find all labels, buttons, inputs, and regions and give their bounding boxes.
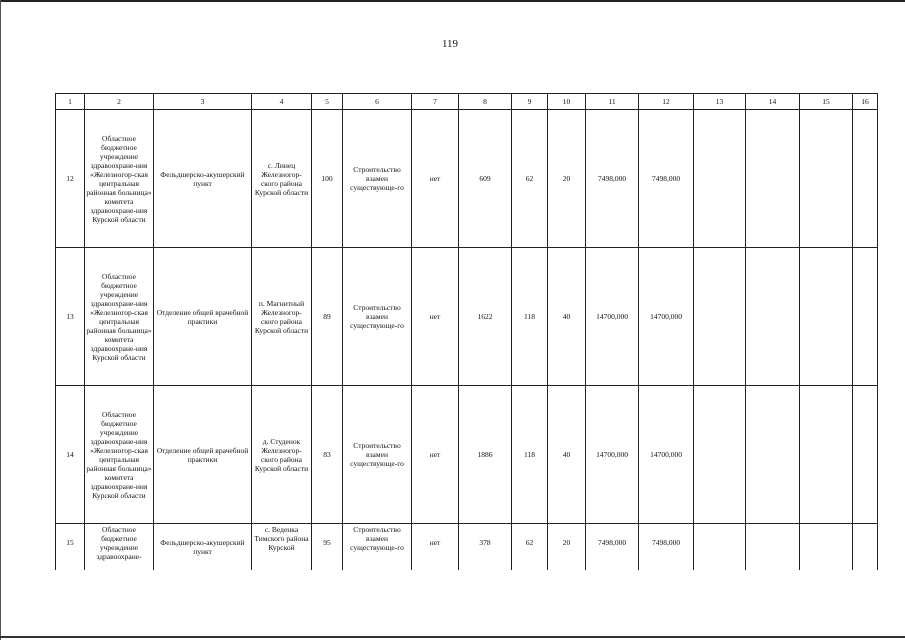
empty-cell bbox=[853, 110, 878, 248]
table-row bbox=[56, 248, 878, 386]
empty-cell bbox=[800, 248, 853, 386]
page-number: 119 bbox=[441, 38, 459, 50]
value-cell: нет bbox=[412, 386, 459, 524]
value-cell: 1622 bbox=[459, 248, 512, 386]
column-header: 14 bbox=[746, 94, 800, 110]
data-table bbox=[55, 93, 878, 570]
location-cell: п. Магнитный Железногор-ского района Курской области bbox=[252, 248, 312, 386]
column-header: 12 bbox=[639, 94, 694, 110]
value-cell: 20 bbox=[548, 524, 586, 571]
value-cell: 100 bbox=[312, 110, 343, 248]
organization-cell: Областное бюджетное учреждение здравоохране-ния «Железногор-ская центральная районная больница» комитета здравоохране-ния Курской области bbox=[85, 386, 154, 524]
empty-cell bbox=[746, 248, 800, 386]
value-cell: 95 bbox=[312, 524, 343, 571]
row-number: 15 bbox=[56, 524, 85, 571]
value-cell: 7498,000 bbox=[586, 110, 639, 248]
value-cell: нет bbox=[412, 110, 459, 248]
empty-cell bbox=[694, 524, 746, 571]
column-header: 13 bbox=[694, 94, 746, 110]
column-header: 5 bbox=[312, 94, 343, 110]
column-header: 16 bbox=[853, 94, 878, 110]
column-header: 15 bbox=[800, 94, 853, 110]
value-cell: 7498,000 bbox=[639, 110, 694, 248]
value-cell: 62 bbox=[512, 524, 548, 571]
value-cell: 7498,000 bbox=[586, 524, 639, 571]
page-frame-bottom bbox=[0, 636, 905, 638]
table-row bbox=[56, 386, 878, 524]
value-cell: 118 bbox=[512, 386, 548, 524]
value-cell: нет bbox=[412, 524, 459, 571]
value-cell: 1886 bbox=[459, 386, 512, 524]
value-cell: 118 bbox=[512, 248, 548, 386]
value-cell: 14700,000 bbox=[639, 386, 694, 524]
value-cell: 609 bbox=[459, 110, 512, 248]
location-cell: с. Линец Железногор-ского района Курской области bbox=[252, 110, 312, 248]
value-cell: 89 bbox=[312, 248, 343, 386]
facility-cell: Фельдшерско-акушерский пункт bbox=[154, 110, 252, 248]
column-header: 11 bbox=[586, 94, 639, 110]
column-header: 7 bbox=[412, 94, 459, 110]
table-row bbox=[56, 110, 878, 248]
column-header: 3 bbox=[154, 94, 252, 110]
row-number: 14 bbox=[56, 386, 85, 524]
empty-cell bbox=[746, 524, 800, 571]
empty-cell bbox=[746, 110, 800, 248]
column-header: 8 bbox=[459, 94, 512, 110]
value-cell: 378 bbox=[459, 524, 512, 571]
value-cell: 14700,000 bbox=[639, 248, 694, 386]
facility-cell: Фельдшерско-акушерский пункт bbox=[154, 524, 252, 571]
empty-cell bbox=[694, 386, 746, 524]
empty-cell bbox=[800, 386, 853, 524]
column-header: 2 bbox=[85, 94, 154, 110]
value-cell: 62 bbox=[512, 110, 548, 248]
empty-cell bbox=[853, 386, 878, 524]
facility-cell: Отделение общей врачебной практики bbox=[154, 386, 252, 524]
location-cell: д. Студенок Железногор-ского района Курской области bbox=[252, 386, 312, 524]
column-header: 9 bbox=[512, 94, 548, 110]
empty-cell bbox=[800, 110, 853, 248]
work-type-cell: Строительство взамен существующе-го bbox=[343, 524, 412, 571]
work-type-cell: Строительство взамен существующе-го bbox=[343, 248, 412, 386]
value-cell: 40 bbox=[548, 386, 586, 524]
column-header: 6 bbox=[343, 94, 412, 110]
value-cell: нет bbox=[412, 248, 459, 386]
empty-cell bbox=[853, 524, 878, 571]
organization-cell: Областное бюджетное учреждение здравоохране-ния «Железногор-ская центральная районная больница» комитета здравоохране-ния Курской области bbox=[85, 248, 154, 386]
work-type-cell: Строительство взамен существующе-го bbox=[343, 386, 412, 524]
row-number: 12 bbox=[56, 110, 85, 248]
value-cell: 14700,000 bbox=[586, 248, 639, 386]
empty-cell bbox=[800, 524, 853, 571]
value-cell: 14700,000 bbox=[586, 386, 639, 524]
value-cell: 40 bbox=[548, 248, 586, 386]
empty-cell bbox=[853, 248, 878, 386]
column-header: 4 bbox=[252, 94, 312, 110]
column-header: 10 bbox=[548, 94, 586, 110]
work-type-cell: Строительство взамен существующе-го bbox=[343, 110, 412, 248]
table-header-row bbox=[56, 94, 878, 110]
empty-cell bbox=[694, 248, 746, 386]
empty-cell bbox=[746, 386, 800, 524]
empty-cell bbox=[694, 110, 746, 248]
table-row bbox=[56, 524, 878, 571]
value-cell: 20 bbox=[548, 110, 586, 248]
facility-cell: Отделение общей врачебной практики bbox=[154, 248, 252, 386]
organization-cell: Областное бюджетное учреждение здравоохране- bbox=[85, 524, 154, 571]
organization-cell: Областное бюджетное учреждение здравоохране-ния «Железногор-ская центральная районная больница» комитета здравоохране-ния Курской области bbox=[85, 110, 154, 248]
column-header: 1 bbox=[56, 94, 85, 110]
value-cell: 7498,000 bbox=[639, 524, 694, 571]
row-number: 13 bbox=[56, 248, 85, 386]
location-cell: с. Веденка Тимского района Курской bbox=[252, 524, 312, 571]
value-cell: 83 bbox=[312, 386, 343, 524]
